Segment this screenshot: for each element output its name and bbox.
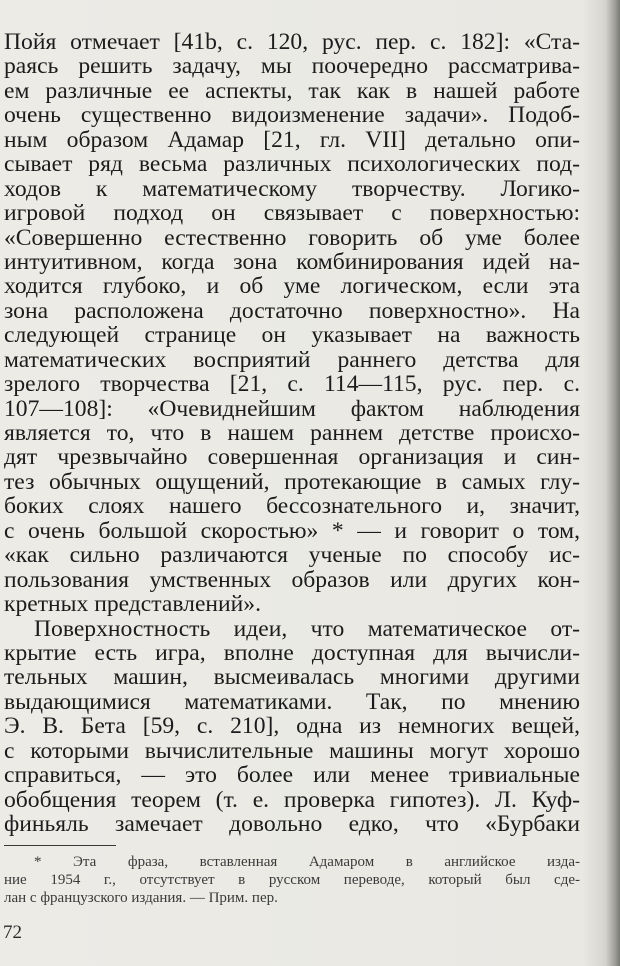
text-line: дят чрезвычайно совершенная организация и син- [4,445,580,470]
text-line: ным образом Адамар [21, гл. VII] детально опи- [4,127,580,153]
text-line: математических восприятий раннего детства для [4,347,580,373]
text-line: тез обычных ощущений, протекающие в самых глу- [4,469,580,495]
text-line: зрелого творчества [21, с. 114—115, рус. пер. с. [4,372,580,397]
footnote-line: ние 1954 г., отсутствует в русском переводе, который был сде- [4,872,580,888]
text-line: зона расположена достаточно поверхностно». На [4,298,580,324]
text-line: справиться, — это более или менее тривиальные [4,763,580,788]
text-line: с очень большой скоростью» * — и говорит о том, [4,518,580,544]
text-line: выдающимися математиками. Так, по мнению [4,689,580,715]
text-line: крытие есть игра, вполне доступная для вычисли- [4,640,580,666]
text-line: ходится глубоко, и об уме логическом, если эта [4,274,580,299]
text-line: интуитивном, когда зона комбинирования идей на- [4,249,580,275]
binding-shadow [606,0,620,966]
text-line: раясь решить задачу, мы поочередно рассматрива- [4,54,580,79]
text-line: следующей странице он указывает на важность [4,323,580,348]
text-line: ем различные ее аспекты, так как в нашей работе [4,78,580,104]
text-line: тельных машин, высмеивалась многими другими [4,665,580,690]
text-line: ходов к математическому творчеству. Логико- [4,176,580,202]
text-line: «как сильно различаются ученые по способу ис- [4,543,580,568]
footnote-divider [4,845,116,846]
text-line: кретных представлений». [4,592,261,617]
text-line: сывает ряд весьма различных психологических под- [4,152,580,177]
text-line: 107—108]: «Очевиднейшим фактом наблюдения [4,396,580,421]
footnote-line: * Эта фраза, вставленная Адамаром в английское изда- [34,854,580,870]
footnote [0,853,580,907]
text-line: пользования умственных образов или других кон- [4,567,580,593]
main-text [0,30,580,836]
text-line: боких слоях нашего бессознательного и, значит, [4,494,580,519]
text-line: очень существенно видоизменение задачи». Подоб- [4,103,580,128]
text-line: Пойя отмечает [41b, с. 120, рус. пер. с. 182]: «Ста- [4,30,580,55]
text-line: является то, что в нашем раннем детстве происхо- [4,421,580,446]
paragraph-start-line: Поверхностность идеи, что математическое от- [34,616,580,641]
text-line: игровой подход он связывает с поверхностью: [4,201,580,226]
text-line: с которыми вычислительные машины могут хорошо [4,738,580,764]
text-line: обобщения теорем (т. е. проверка гипотез). Л. Куф- [4,787,580,812]
footnote-line: лан с французского издания. — Прим. пер. [4,890,278,906]
text-line: финьяль замечает довольно едко, что «Бурбаки [4,812,580,837]
page-number: 72 [3,922,22,943]
text-line: Э. В. Бета [59, с. 210], одна из немногих вещей, [4,714,580,739]
text-line: «Совершенно естественно говорить об уме более [4,225,580,250]
